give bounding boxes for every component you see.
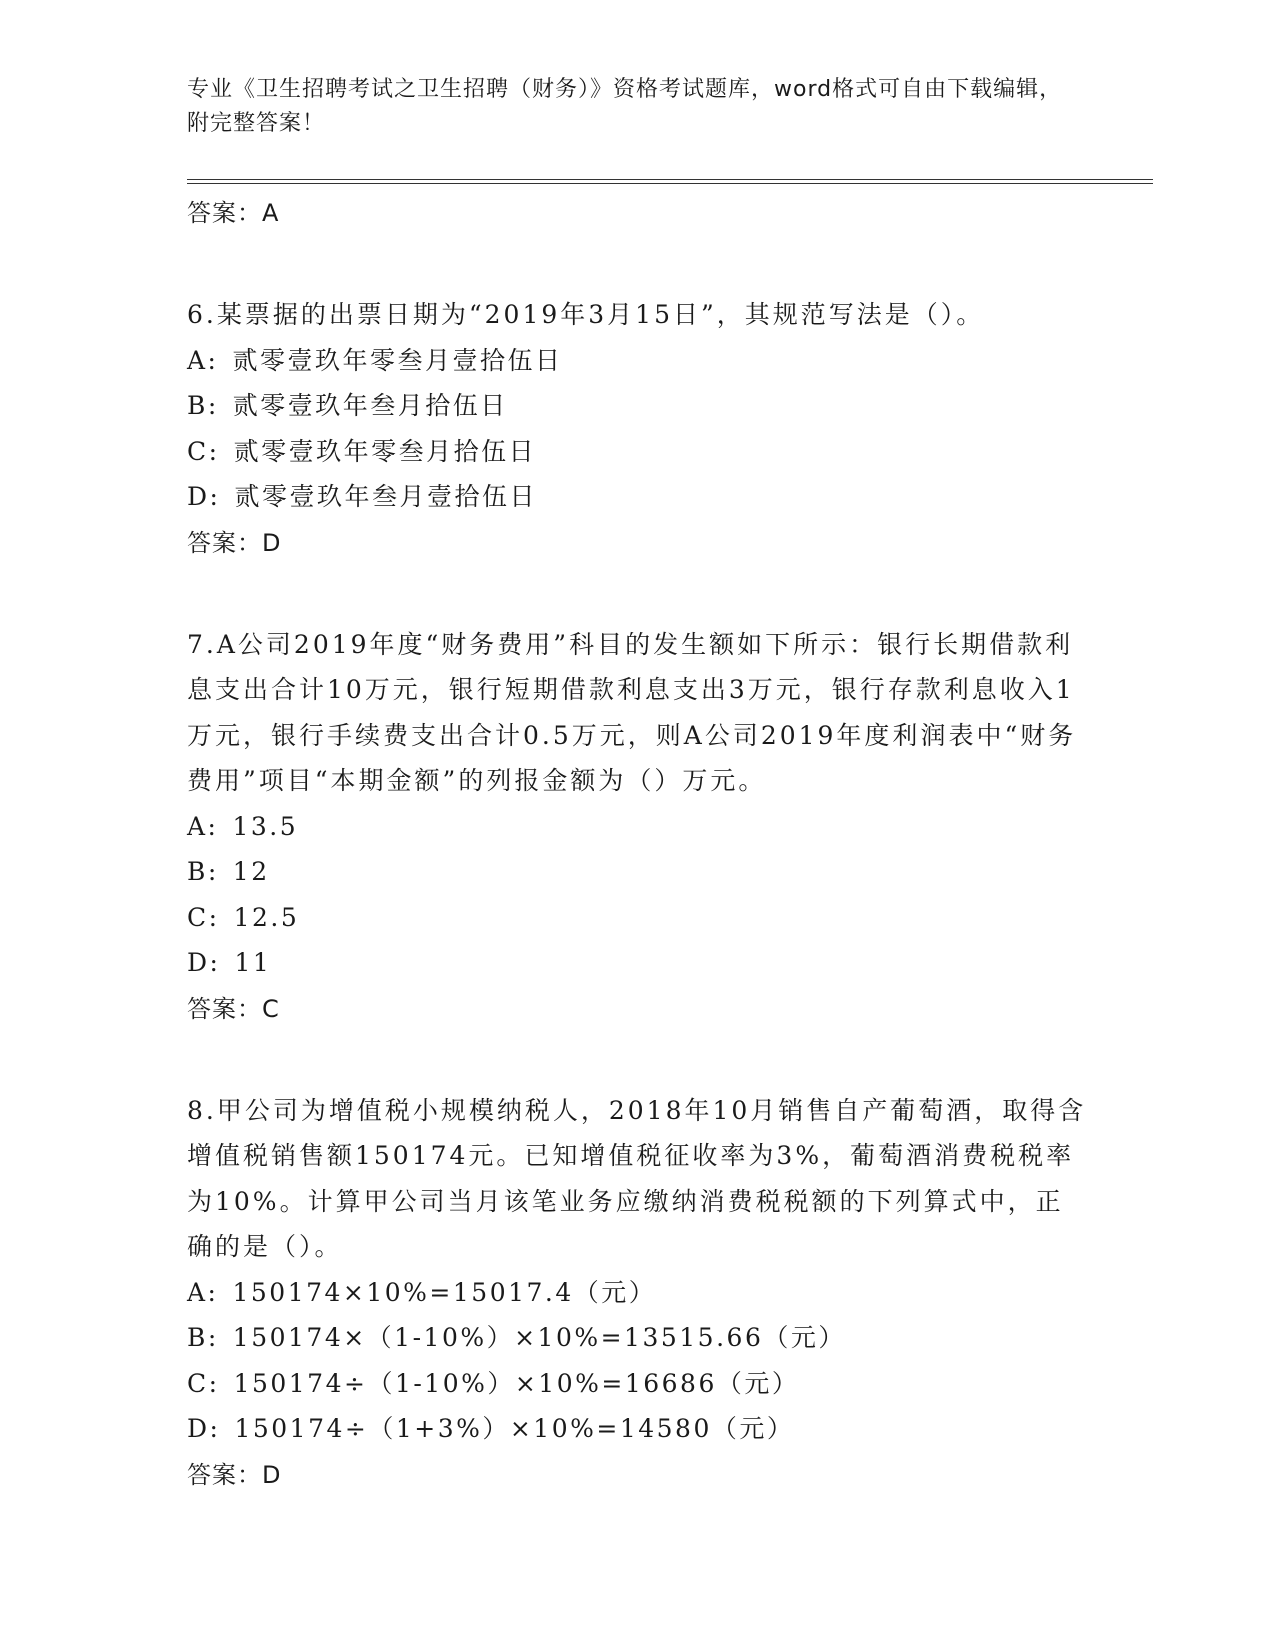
option-d — [187, 1406, 1087, 1452]
option-c — [187, 429, 1087, 475]
question-item — [187, 622, 1087, 1032]
option-a — [187, 1270, 1087, 1316]
option-b — [187, 849, 1087, 895]
option-key: A: — [187, 1277, 219, 1307]
option-key: C: — [187, 436, 220, 466]
option-text: 150174×10%=15017.4（元） — [232, 1277, 657, 1307]
option-text: 150174×（1-10%）×10%=13515.66（元） — [232, 1323, 846, 1352]
option-text: 11 — [234, 948, 272, 977]
option-text: 12.5 — [233, 902, 300, 932]
option-text: 贰零壹玖年叁月拾伍日 — [232, 391, 508, 420]
answer-line: 答案：C — [187, 994, 280, 1023]
option-text: 150174÷（1-10%）×10%=16686（元） — [233, 1368, 800, 1398]
option-key: A: — [187, 811, 219, 841]
option-text: 贰零壹玖年零叁月壹拾伍日 — [232, 345, 563, 375]
option-key: C: — [187, 902, 220, 932]
question-list — [187, 190, 1087, 1498]
option-key: B: — [187, 391, 219, 420]
question-text: 8.甲公司为增值税小规模纳税人，2018年10月销售自产葡萄酒，取得含增值税销售额150174元。已知增值税征收率为3%，葡萄酒消费税税率为10%。计算甲公司当月该笔业务应缴纳消费税税额的下列算式中，正确的是（）。 — [187, 1095, 1087, 1261]
option-b — [187, 1315, 1087, 1361]
document-header: 专业《卫生招聘考试之卫生招聘（财务）》资格考试题库，word格式可自由下载编辑，附完整答案！ — [187, 77, 1063, 136]
option-key: B: — [187, 1323, 219, 1352]
option-key: B: — [187, 857, 219, 886]
question-text: 6.某票据的出票日期为“2019年3月15日”，其规范写法是（）。 — [187, 300, 985, 329]
answer-line: 答案：A — [187, 199, 280, 227]
option-d — [187, 474, 1087, 520]
option-key: D: — [187, 482, 221, 511]
option-a — [187, 338, 1087, 384]
option-key: C: — [187, 1368, 220, 1398]
header-divider-bottom — [187, 183, 1153, 184]
option-text: 贰零壹玖年叁月壹拾伍日 — [234, 482, 537, 511]
answer-line: 答案：D — [187, 528, 282, 557]
option-c — [187, 1361, 1087, 1407]
question-text: 7.A公司2019年度“财务费用”科目的发生额如下所示：银行长期借款利息支出合计10万元，银行短期借款利息支出3万元，银行存款利息收入1万元，银行手续费支出合计0.5万元，则A公司2019年度利润表中“财务费用”项目“本期金额”的列报金额为（）万元。 — [187, 629, 1077, 795]
option-key: D: — [187, 948, 221, 977]
option-text: 150174÷（1+3%）×10%=14580（元） — [234, 1414, 795, 1443]
option-c — [187, 895, 1087, 941]
question-item — [187, 292, 1087, 566]
option-d — [187, 940, 1087, 986]
option-text: 12 — [232, 857, 270, 886]
answer-line: 答案：D — [187, 1460, 282, 1489]
option-text: 13.5 — [232, 811, 299, 841]
question-item — [187, 1088, 1087, 1498]
option-a — [187, 804, 1087, 850]
option-key: D: — [187, 1414, 221, 1443]
option-text: 贰零壹玖年零叁月拾伍日 — [233, 436, 537, 466]
header-divider-top — [187, 179, 1153, 180]
option-b — [187, 383, 1087, 429]
option-key: A: — [187, 345, 219, 375]
